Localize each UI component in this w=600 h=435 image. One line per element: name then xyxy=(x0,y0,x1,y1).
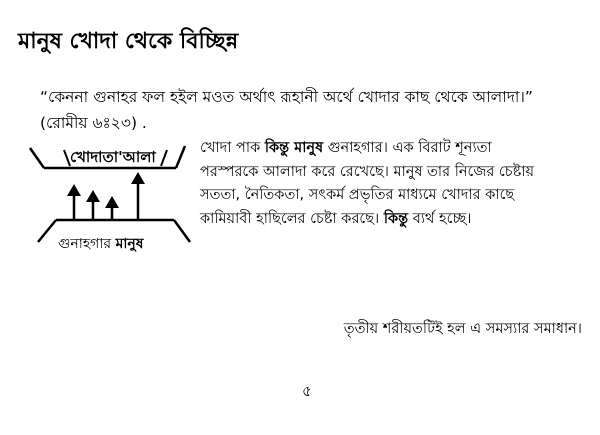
paragraph-line-3: সততা, নৈতিকতা, সৎকর্ম প্রভৃতির মাধ্যমে খোদার কাছে xyxy=(200,187,515,203)
effort-arrow-4 xyxy=(131,172,145,220)
quote-text: “কেননা গুনাহর ফল হইল মওত অর্থাৎ রূহানী অর্থে খোদার কাছ থেকে আলাদা।” xyxy=(40,88,533,106)
paragraph-text: গুনাহগার। এক বিরাট শূন্যতা xyxy=(323,140,492,156)
paragraph-text: খোদা পাক xyxy=(200,140,265,156)
paragraph-line-1 xyxy=(200,137,584,161)
page-title: মানুষ খোদা থেকে বিচ্ছিন্ন xyxy=(18,29,239,54)
top-label-tick-right xyxy=(161,150,167,166)
effort-arrow-1 xyxy=(67,184,81,220)
top-bracket-left xyxy=(30,148,44,168)
page-number: ৫ xyxy=(302,382,312,400)
sinful-man-label-bold: মানুষ xyxy=(115,236,144,252)
god-label: খোদাতা'আলা xyxy=(70,148,156,166)
quote-reference: (রোমীয় ৬ঃ২৩) . xyxy=(40,114,147,132)
conclusion-text: তৃতীয় শরীয়তটিই হল এ সমস্যার সমাধান। xyxy=(343,321,582,337)
bottom-bracket-left xyxy=(38,220,56,242)
effort-arrow-3 xyxy=(105,196,119,220)
paragraph-text: কামিয়াবী হাছিলের চেষ্টা করছে। xyxy=(200,210,384,227)
paragraph-line-2: পরস্পরকে আলাদা করে রেখেছে। মানুষ তার নিজের চেষ্টায় xyxy=(200,163,535,180)
explanation-paragraph xyxy=(200,137,584,231)
sinful-man-label-prefix: গুনাহগার xyxy=(58,236,116,252)
paragraph-line-4 xyxy=(200,208,584,232)
top-bracket-right xyxy=(176,146,185,168)
sinful-man-label xyxy=(58,232,144,256)
bottom-bracket-right xyxy=(174,220,190,242)
paragraph-text: ব্যর্থ হচ্ছে। xyxy=(408,210,472,227)
scripture-quote xyxy=(40,84,585,136)
paragraph-emphasis: কিন্তু মানুষ xyxy=(264,140,324,156)
effort-arrow-2 xyxy=(86,190,100,220)
separation-diagram xyxy=(30,140,190,260)
paragraph-emphasis: কিন্তু xyxy=(383,210,409,227)
